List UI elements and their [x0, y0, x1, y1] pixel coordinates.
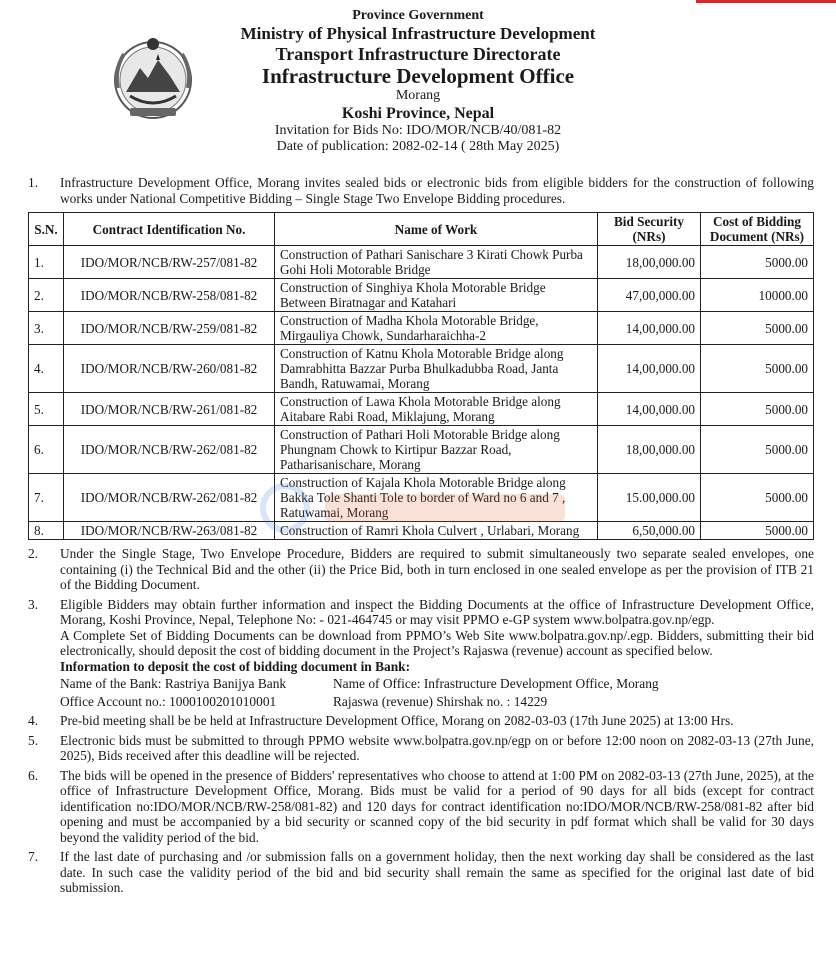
cell-work: Construction of Lawa Khola Motorable Bridge along Aitabare Rabi Road, Miklajung, Morang — [275, 393, 598, 426]
cell-cost: 5000.00 — [701, 393, 814, 426]
cell-sn: 7. — [29, 474, 64, 522]
paragraph-6 — [28, 768, 814, 846]
cell-work: Construction of Ramri Khola Culvert , Urlabari, Morang — [275, 522, 598, 540]
col-cost-bidding-doc: Cost of Bidding Document (NRs) — [701, 213, 814, 246]
rajaswa-shirshak-no: Rajaswa (revenue) Shirshak no. : 14229 — [333, 693, 548, 709]
cell-cost: 5000.00 — [701, 426, 814, 474]
cell-contract-id: IDO/MOR/NCB/RW-263/081-82 — [64, 522, 275, 540]
paragraph-number: 1. — [28, 175, 39, 190]
paragraph-text: Electronic bids must be submitted to through PPMO website www.bolpatra.gov.np/egp on or before 12:00 noon on 2082-03-13 (27th June, 2025), Bids received after this deadline will be rejected. — [60, 732, 814, 763]
paragraph-number: 5. — [28, 732, 39, 748]
cell-contract-id: IDO/MOR/NCB/RW-258/081-82 — [64, 279, 275, 312]
table-row — [29, 312, 814, 345]
paragraph-number: 6. — [28, 767, 39, 783]
cell-contract-id: IDO/MOR/NCB/RW-260/081-82 — [64, 345, 275, 393]
cell-sn: 3. — [29, 312, 64, 345]
paragraph-2 — [28, 546, 814, 593]
paragraph-number: 4. — [28, 713, 39, 728]
table-row — [29, 522, 814, 540]
cell-contract-id: IDO/MOR/NCB/RW-261/081-82 — [64, 393, 275, 426]
cell-contract-id: IDO/MOR/NCB/RW-262/081-82 — [64, 426, 275, 474]
paragraph-4 — [28, 713, 814, 729]
col-name-of-work: Name of Work — [275, 213, 598, 246]
cell-contract-id: IDO/MOR/NCB/RW-262/081-82 — [64, 474, 275, 522]
header-district: Morang — [395, 88, 441, 104]
office-name: Name of Office: Infrastructure Development Office, Morang — [333, 676, 659, 691]
notice-body — [28, 175, 814, 896]
cell-cost: 5000.00 — [701, 312, 814, 345]
table-row — [29, 426, 814, 474]
cell-bid-security: 15.00,000.00 — [598, 474, 701, 522]
paragraph-text: Pre-bid meeting shall be be held at Infrastructure Development Office, Morang on 2082-03-03 (17th June 2025) at 13:00 Hrs. — [60, 713, 734, 728]
paragraph-text: If the last date of purchasing and /or submission falls on a government holiday, then the next working day shall be considered as the last date. In such case the validity period of the bid and bid security shall remain the same as specified for the original last date of bid submission. — [60, 849, 814, 895]
document-header — [0, 8, 836, 155]
header-directorate: Transport Infrastructure Directorate — [275, 43, 561, 64]
bank-name: Name of the Bank: Rastriya Banijya Bank — [60, 676, 287, 691]
paragraph-text — [60, 597, 814, 675]
paragraph-5 — [28, 733, 814, 764]
col-sn: S.N. — [29, 213, 64, 246]
header-ministry: Ministry of Physical Infrastructure Development — [240, 24, 596, 44]
paragraph-text: The bids will be opened in the presence of Bidders' representatives who choose to attend at 1:00 PM on 2082-03-13 (27th June, 2025), at the office of Infrastructure Development Office, Morang. Bids must be valid for a period of 90 days for all bids (except for contract identification no:IDO/MOR/NCB/RW-258/081-82) and 120 days for contract identification no:IDO/MOR/NCB/RW-258/081-82 after bid opening and must be accompanied by a bid security or scanned copy of the bid security in pdf format which shall be valid for 30 days beyond the validity period of the bid. — [60, 767, 814, 845]
top-accent-line — [696, 0, 836, 3]
cell-sn: 4. — [29, 345, 64, 393]
office-account-no: Office Account no.: 1000100201010001 — [60, 693, 277, 709]
cell-contract-id: IDO/MOR/NCB/RW-259/081-82 — [64, 312, 275, 345]
paragraph-3 — [28, 597, 814, 675]
paragraph-3-text-b: A Complete Set of Bidding Documents can be download from PPMO’s Web Site www.bolpatra.gov.np/.egp. Bidders, submitting their bid electronically, should deposit the cost of bidding document in the Project’s Rajaswa (revenue) account as specified below. — [60, 627, 814, 658]
bank-info-row-1 — [28, 676, 814, 692]
table-header-row — [29, 213, 814, 246]
cell-work: Construction of Pathari Holi Motorable Bridge along Phungnam Chowk to Kirtipur Bazzar Road, Patharisanischare, Morang — [275, 426, 598, 474]
cell-bid-security: 18,00,000.00 — [598, 246, 701, 279]
header-invitation-no: Invitation for Bids No: IDO/MOR/NCB/40/081-82 — [274, 122, 562, 138]
cell-bid-security: 14,00,000.00 — [598, 393, 701, 426]
cell-bid-security: 47,00,000.00 — [598, 279, 701, 312]
cell-work: Construction of Katnu Khola Motorable Bridge along Damrabhitta Bazzar Purba Bhulkadubba Road, Janta Bandh, Ratuwamai, Morang — [275, 345, 598, 393]
cell-sn: 5. — [29, 393, 64, 426]
table-row — [29, 279, 814, 312]
header-province: Koshi Province, Nepal — [341, 104, 495, 122]
cell-bid-security: 6,50,000.00 — [598, 522, 701, 540]
cell-work: Construction of Kajala Khola Motorable Bridge along Bakka Tole Shanti Tole to border of Ward no 6 and 7 , Ratuwamai, Morang — [275, 474, 598, 522]
header-province-government: Province Government — [352, 8, 484, 23]
paragraph-text: Infrastructure Development Office, Morang invites sealed bids or electronic bids from eligible bidders for the construction of following works under National Competitive Bidding – Single Stage Two Envelope Bidding procedures. — [60, 175, 814, 206]
table-row — [29, 393, 814, 426]
cell-work: Construction of Pathari Sanischare 3 Kirati Chowk Purba Gohi Holi Motorable Bridge — [275, 246, 598, 279]
cell-cost: 5000.00 — [701, 474, 814, 522]
header-publication-date: Date of publication: 2082-02-14 ( 28th May 2025) — [276, 139, 560, 155]
paragraph-number: 7. — [28, 849, 39, 864]
cell-cost: 5000.00 — [701, 345, 814, 393]
bids-table — [28, 212, 814, 540]
table-row — [29, 474, 814, 522]
header-office: Infrastructure Development Office — [261, 64, 575, 89]
cell-contract-id: IDO/MOR/NCB/RW-257/081-82 — [64, 246, 275, 279]
cell-bid-security: 14,00,000.00 — [598, 312, 701, 345]
paragraph-7 — [28, 849, 814, 896]
bank-info-heading: Information to deposit the cost of bidding document in Bank: — [60, 658, 411, 674]
col-bid-security: Bid Security (NRs) — [598, 213, 701, 246]
cell-bid-security: 14,00,000.00 — [598, 345, 701, 393]
table-row — [29, 246, 814, 279]
cell-sn: 2. — [29, 279, 64, 312]
cell-sn: 1. — [29, 246, 64, 279]
table-row — [29, 345, 814, 393]
cell-sn: 6. — [29, 426, 64, 474]
paragraph-1 — [28, 175, 814, 206]
cell-work: Construction of Madha Khola Motorable Bridge, Mirgauliya Chowk, Sundarharaichha-2 — [275, 312, 598, 345]
cell-cost: 10000.00 — [701, 279, 814, 312]
bank-info-row-2 — [28, 694, 814, 710]
cell-work: Construction of Singhiya Khola Motorable Bridge Between Biratnagar and Katahari — [275, 279, 598, 312]
paragraph-3-text-a: Eligible Bidders may obtain further information and inspect the Bidding Documents at the office of Infrastructure Development Office, Morang, Koshi Province, Nepal, Telephone No: - 021-464745 or may visit PPMO e-GP system www.bolpatra.gov.np/egp. — [60, 596, 814, 627]
col-contract-id: Contract Identification No. — [64, 213, 275, 246]
cell-sn: 8. — [29, 522, 64, 540]
cell-cost: 5000.00 — [701, 246, 814, 279]
paragraph-text: Under the Single Stage, Two Envelope Procedure, Bidders are required to submit simultaneously two separate sealed envelopes, one containing (i) the Technical Bid and the other (ii) the Price Bid, both in turn enclosed in one sealed envelope as per the provision of ITB 21 of the Bidding Document. — [60, 546, 814, 592]
paragraph-number: 3. — [28, 596, 39, 612]
paragraph-number: 2. — [28, 546, 39, 561]
cell-bid-security: 18,00,000.00 — [598, 426, 701, 474]
cell-cost: 5000.00 — [701, 522, 814, 540]
